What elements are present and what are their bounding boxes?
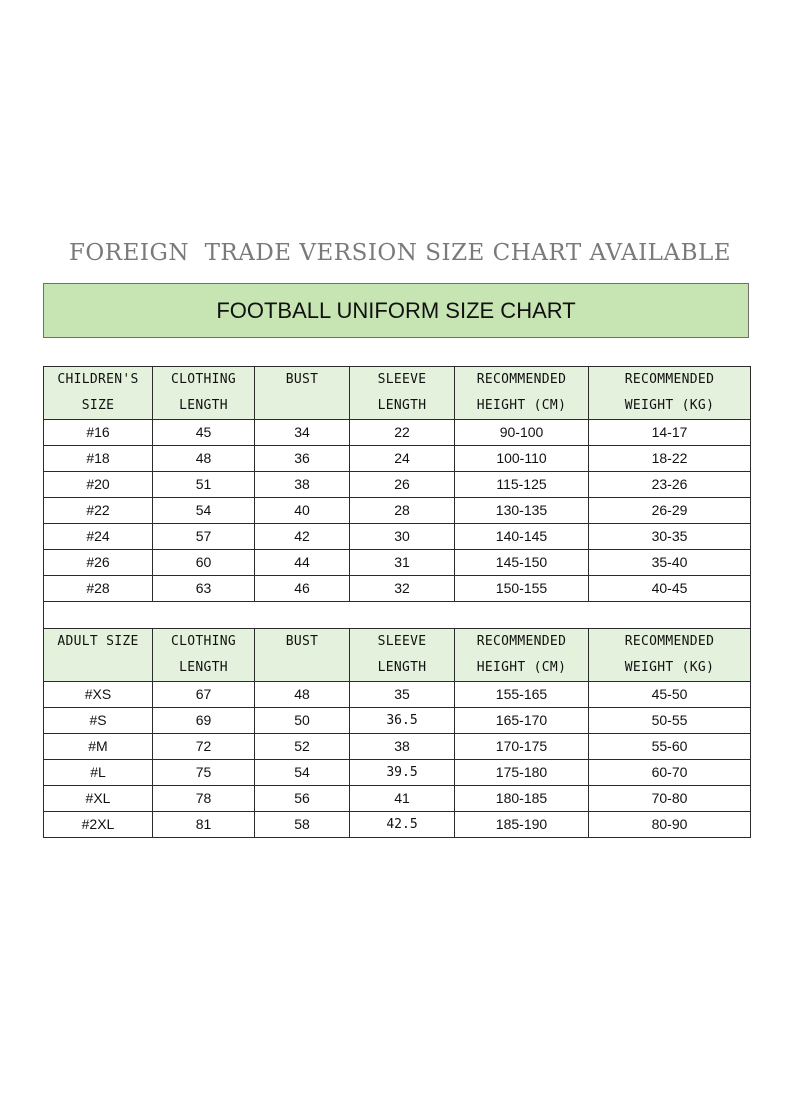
adult-cell-clothing-length: 67 — [153, 682, 255, 708]
adult-cell-bust: 52 — [255, 734, 350, 760]
adult-cell-bust: 54 — [255, 760, 350, 786]
children-cell-clothing-length: 48 — [153, 446, 255, 472]
adult-cell-recommended-height: 155-165 — [455, 682, 589, 708]
children-cell-sleeve-length: 28 — [350, 498, 455, 524]
table-row — [44, 420, 751, 446]
children-cell-recommended-height: 90-100 — [455, 420, 589, 446]
section-spacer — [44, 602, 751, 629]
children-cell-clothing-length: 57 — [153, 524, 255, 550]
adult-cell-sleeve-length: 38 — [350, 734, 455, 760]
adult-cell-bust: 58 — [255, 812, 350, 838]
adult-cell-bust: 48 — [255, 682, 350, 708]
table-row — [44, 812, 751, 838]
adult-cell-bust: 56 — [255, 786, 350, 812]
adult-header-recommended-weight: RECOMMENDED — [589, 629, 751, 656]
children-cell-size: #22 — [44, 498, 153, 524]
children-header-row-2 — [44, 393, 751, 420]
children-cell-sleeve-length: 32 — [350, 576, 455, 602]
table-row — [44, 786, 751, 812]
children-header-sleeve-length: SLEEVE — [350, 367, 455, 394]
table-row — [44, 550, 751, 576]
adult-header-recommended-height: RECOMMENDED — [455, 629, 589, 656]
table-row — [44, 682, 751, 708]
children-cell-size: #26 — [44, 550, 153, 576]
children-cell-bust: 42 — [255, 524, 350, 550]
children-cell-bust: 40 — [255, 498, 350, 524]
children-header-clothing-length: CLOTHING — [153, 367, 255, 394]
children-cell-recommended-weight: 26-29 — [589, 498, 751, 524]
adult-cell-bust: 50 — [255, 708, 350, 734]
children-cell-recommended-weight: 40-45 — [589, 576, 751, 602]
adult-header-sleeve-length: SLEEVE — [350, 629, 455, 656]
children-cell-size: #18 — [44, 446, 153, 472]
adult-header-size-line2 — [44, 655, 153, 682]
adult-cell-recommended-height: 185-190 — [455, 812, 589, 838]
adult-cell-recommended-weight: 55-60 — [589, 734, 751, 760]
children-cell-bust: 46 — [255, 576, 350, 602]
table-row — [44, 472, 751, 498]
children-cell-recommended-weight: 35-40 — [589, 550, 751, 576]
adult-cell-clothing-length: 72 — [153, 734, 255, 760]
children-cell-sleeve-length: 26 — [350, 472, 455, 498]
children-header-sleeve-length-line2: LENGTH — [350, 393, 455, 420]
adult-cell-size: #S — [44, 708, 153, 734]
page-title: FOREIGN TRADE VERSION SIZE CHART AVAILABLE — [68, 240, 732, 266]
adult-cell-recommended-weight: 45-50 — [589, 682, 751, 708]
children-header-bust: BUST — [255, 367, 350, 394]
adult-cell-recommended-height: 165-170 — [455, 708, 589, 734]
children-cell-sleeve-length: 22 — [350, 420, 455, 446]
adult-header-recommended-weight-line2: WEIGHT (KG) — [589, 655, 751, 682]
adult-cell-sleeve-length: 39.5 — [350, 760, 455, 786]
children-cell-clothing-length: 51 — [153, 472, 255, 498]
adult-cell-size: #L — [44, 760, 153, 786]
adult-cell-sleeve-length: 41 — [350, 786, 455, 812]
size-chart-body — [44, 367, 751, 838]
adult-cell-recommended-weight: 70-80 — [589, 786, 751, 812]
table-row — [44, 498, 751, 524]
children-cell-recommended-height: 115-125 — [455, 472, 589, 498]
adult-header-clothing-length: CLOTHING — [153, 629, 255, 656]
adult-header-row — [44, 629, 751, 656]
table-row — [44, 734, 751, 760]
section-spacer-row — [44, 602, 751, 629]
children-cell-sleeve-length: 31 — [350, 550, 455, 576]
children-cell-recommended-height: 100-110 — [455, 446, 589, 472]
table-row — [44, 524, 751, 550]
children-header-row — [44, 367, 751, 394]
table-row — [44, 760, 751, 786]
adult-header-row-2 — [44, 655, 751, 682]
adult-cell-sleeve-length: 42.5 — [350, 812, 455, 838]
children-cell-recommended-weight: 18-22 — [589, 446, 751, 472]
children-header-recommended-height-line2: HEIGHT (CM) — [455, 393, 589, 420]
adult-cell-recommended-weight: 80-90 — [589, 812, 751, 838]
children-cell-bust: 36 — [255, 446, 350, 472]
children-cell-recommended-weight: 23-26 — [589, 472, 751, 498]
adult-cell-clothing-length: 78 — [153, 786, 255, 812]
children-cell-clothing-length: 60 — [153, 550, 255, 576]
adult-cell-recommended-height: 180-185 — [455, 786, 589, 812]
children-cell-clothing-length: 63 — [153, 576, 255, 602]
adult-header-clothing-length-line2: LENGTH — [153, 655, 255, 682]
children-header-recommended-height: RECOMMENDED — [455, 367, 589, 394]
children-header-recommended-weight: RECOMMENDED — [589, 367, 751, 394]
adult-header-size: ADULT SIZE — [44, 629, 153, 656]
adult-cell-recommended-height: 170-175 — [455, 734, 589, 760]
banner-title: FOOTBALL UNIFORM SIZE CHART — [216, 297, 576, 323]
children-cell-recommended-weight: 30-35 — [589, 524, 751, 550]
adult-header-sleeve-length-line2: LENGTH — [350, 655, 455, 682]
children-cell-clothing-length: 54 — [153, 498, 255, 524]
size-chart-banner — [43, 283, 749, 338]
table-row — [44, 446, 751, 472]
adult-cell-size: #2XL — [44, 812, 153, 838]
children-cell-size: #24 — [44, 524, 153, 550]
adult-cell-clothing-length: 75 — [153, 760, 255, 786]
children-cell-recommended-height: 145-150 — [455, 550, 589, 576]
children-cell-recommended-height: 140-145 — [455, 524, 589, 550]
children-header-bust-line2 — [255, 393, 350, 420]
children-header-recommended-weight-line2: WEIGHT (KG) — [589, 393, 751, 420]
children-cell-recommended-height: 150-155 — [455, 576, 589, 602]
adult-header-bust-line2 — [255, 655, 350, 682]
children-header-clothing-length-line2: LENGTH — [153, 393, 255, 420]
adult-cell-recommended-weight: 60-70 — [589, 760, 751, 786]
children-cell-size: #28 — [44, 576, 153, 602]
adult-cell-sleeve-length: 35 — [350, 682, 455, 708]
children-cell-size: #16 — [44, 420, 153, 446]
children-cell-sleeve-length: 30 — [350, 524, 455, 550]
table-row — [44, 576, 751, 602]
adult-cell-recommended-weight: 50-55 — [589, 708, 751, 734]
adult-header-recommended-height-line2: HEIGHT (CM) — [455, 655, 589, 682]
children-cell-bust: 38 — [255, 472, 350, 498]
children-cell-bust: 34 — [255, 420, 350, 446]
children-header-size-line2: SIZE — [44, 393, 153, 420]
children-header-size: CHILDREN'S — [44, 367, 153, 394]
adult-cell-size: #XS — [44, 682, 153, 708]
children-cell-sleeve-length: 24 — [350, 446, 455, 472]
adult-cell-clothing-length: 69 — [153, 708, 255, 734]
children-cell-recommended-weight: 14-17 — [589, 420, 751, 446]
adult-cell-size: #XL — [44, 786, 153, 812]
children-cell-bust: 44 — [255, 550, 350, 576]
adult-cell-size: #M — [44, 734, 153, 760]
adult-header-bust: BUST — [255, 629, 350, 656]
children-cell-recommended-height: 130-135 — [455, 498, 589, 524]
table-row — [44, 708, 751, 734]
adult-cell-clothing-length: 81 — [153, 812, 255, 838]
children-cell-size: #20 — [44, 472, 153, 498]
children-cell-clothing-length: 45 — [153, 420, 255, 446]
adult-cell-recommended-height: 175-180 — [455, 760, 589, 786]
adult-cell-sleeve-length: 36.5 — [350, 708, 455, 734]
size-chart-table — [43, 366, 751, 838]
